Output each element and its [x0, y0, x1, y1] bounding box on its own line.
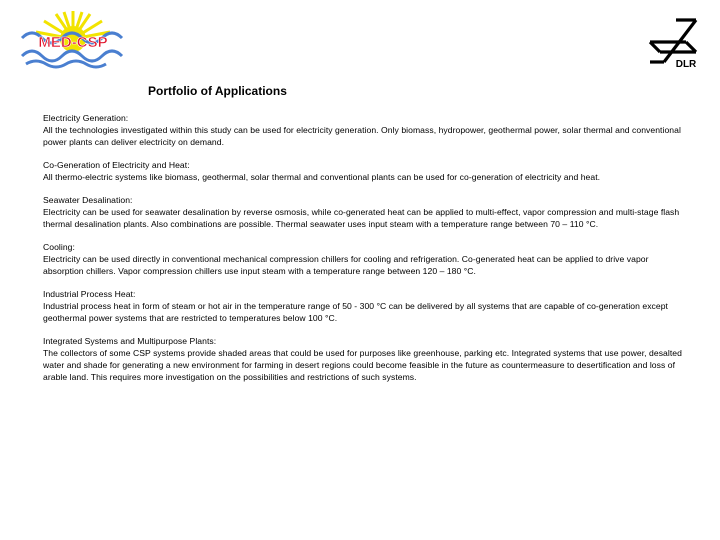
section-body: Electricity can be used for seawater desalination by reverse osmosis, while co-generated heat can be applied to multi-effect, vapor compression and multi-stage flash thermal desalination plants. Also combinations are possible. Thermal seawater uses input steam with a temperature range between 70 – 110 °C. — [43, 207, 680, 229]
section-body: Industrial process heat in form of steam or hot air in the temperature range of 50 - 300 °C can be delivered by all systems that are capable of co-generation except geothermal power systems that are restricted to temperatures below 100 °C. — [43, 301, 668, 323]
section-body: The collectors of some CSP systems provide shaded areas that could be used for purposes like greenhouse, parking etc. Integrated systems that use power, desalted water and shade for generating a new environment for farming in desert regions could become feasible in the future as countermeasure to desertification and loss of arable land. This requires more investigation on the possibilities and restrictions of such systems. — [43, 348, 682, 382]
dlr-mark-icon — [650, 20, 696, 62]
med-csp-logo — [18, 8, 128, 70]
section-heading: Electricity Generation: — [43, 113, 129, 123]
section-heading: Seawater Desalination: — [43, 195, 133, 205]
section-electricity-generation — [43, 112, 689, 148]
dlr-logo — [646, 16, 706, 70]
section-heading: Integrated Systems and Multipurpose Plants: — [43, 336, 217, 346]
section-body: All the technologies investigated within this study can be used for electricity generation. Only biomass, hydropower, geothermal power, solar thermal and conventional power plants can deliver electricity on demand. — [43, 125, 681, 147]
section-heading: Industrial Process Heat: — [43, 289, 136, 299]
section-body: Electricity can be used directly in conventional mechanical compression chillers for cooling and refrigeration. Co-generated heat can be applied to drive vapor absorption chillers. Vapor compression chillers use input steam with a temperature range between 120 – 180 °C. — [43, 254, 649, 276]
section-integrated-systems — [43, 335, 689, 383]
section-seawater-desalination — [43, 194, 689, 230]
section-industrial-process-heat — [43, 288, 689, 324]
section-co-generation — [43, 159, 689, 183]
section-heading: Cooling: — [43, 242, 75, 252]
logo-text: MED-CSP — [38, 34, 108, 51]
section-body: All thermo-electric systems like biomass, geothermal, solar thermal and conventional plants can be used for co-generation of electricity and heat. — [43, 172, 601, 182]
section-cooling — [43, 241, 689, 277]
section-heading: Co-Generation of Electricity and Heat: — [43, 160, 190, 170]
content-area — [43, 112, 689, 394]
page-title: Portfolio of Applications — [148, 84, 287, 98]
dlr-text: DLR — [675, 59, 697, 70]
